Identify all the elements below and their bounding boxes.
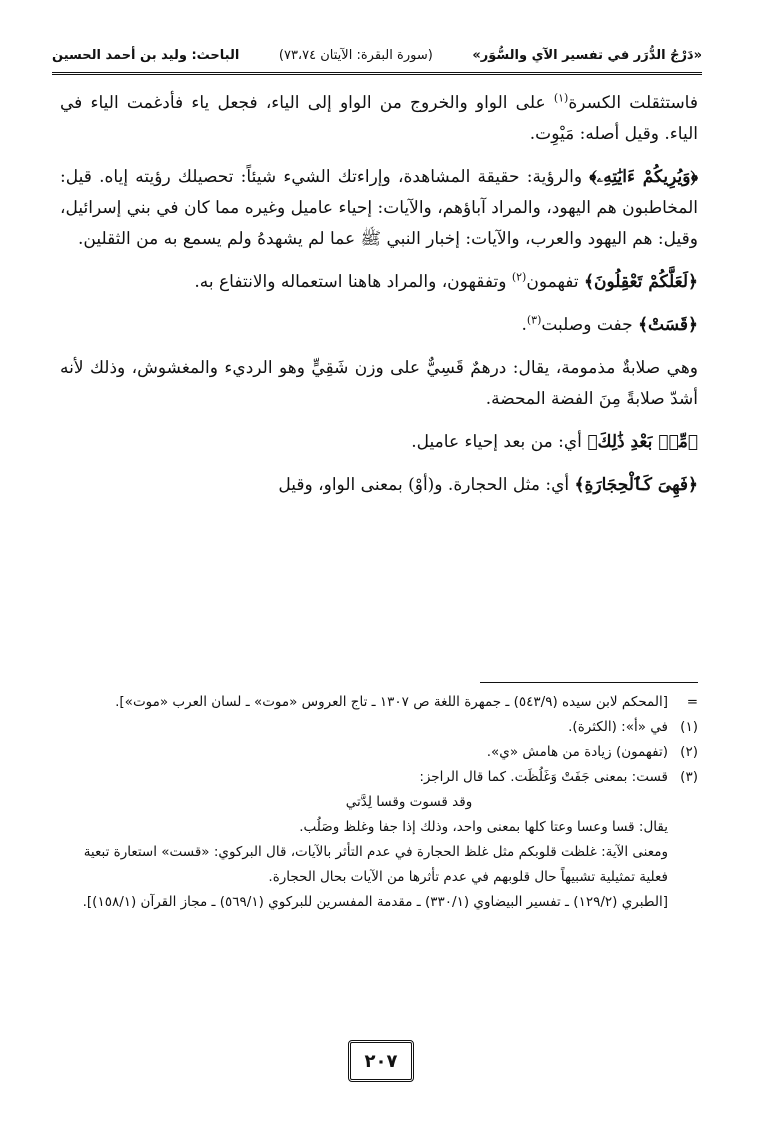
footnote-ref-1[interactable]: (١) [553, 91, 569, 105]
footnotes [60, 690, 698, 915]
paragraph-7 [60, 470, 698, 501]
footnote-cont-mark: = [686, 694, 698, 710]
quran-quote-5: ﴿فَهِىَ كَٱلْحِجَارَةِ﴾ [574, 475, 698, 495]
footnote-3-poem: وقد قسوت وقسا لِدَّتي [345, 794, 473, 810]
footnote-1 [60, 715, 698, 740]
p6-text: أي: من بعد إحياء عاميل. [411, 432, 588, 452]
footnote-2-text: (تفهمون) زيادة من هامش «ي». [486, 744, 668, 760]
footnote-ref-3[interactable]: (٣) [526, 313, 542, 327]
p7-text: أي: مثل الحجارة. و(أوْ) بمعنى الواو، وقيل [278, 475, 575, 495]
footnote-cont-text: [المحكم لابن سيده (٥٤٣/٩) ـ جمهرة اللغة ص ١٣٠٧ ـ تاج العروس «موت» ـ لسان العرب «موت»]. [115, 694, 668, 710]
header-book-title: «دَرْجُ الدُّرَر في تفسير الآي والسُّوَر» [472, 47, 702, 63]
footnote-continuation [60, 690, 698, 715]
footnote-2 [60, 740, 698, 765]
footnote-3-text: قست: بمعنى جَفَتْ وَغَلُظَت. كما قال الراجز: [419, 769, 668, 785]
footnote-ref-2[interactable]: (٢) [511, 270, 527, 284]
paragraph-5: وهي صلابةٌ مذمومة، يقال: درهمٌ قَسِيٌّ على وزن شَقِيٍّ وهو الرديء والمغشوش، وذلك لأنه أشدّ صلابةً مِنَ الفضة المحضة. [60, 358, 698, 409]
footnote-3-line-3: [الطبري (١٢٩/٢) ـ تفسير البيضاوي (٣٣٠/١) ـ مقدمة المفسرين للبركوي (٥٦٩/١) ـ مجاز القرآن (١٥٨/١)]. [82, 894, 668, 910]
p1-text-a: فاستثقلت الكسرة [568, 93, 698, 113]
paragraph-3 [60, 267, 698, 298]
footnote-1-mark: (١) [680, 719, 698, 735]
paragraph-1 [60, 88, 698, 150]
paragraph-2 [60, 162, 698, 255]
footnote-2-mark: (٢) [680, 744, 698, 760]
quran-quote-3: ﴿قَسَتْ﴾ [638, 315, 698, 335]
page-header [52, 40, 702, 70]
footnote-3-line-1: يقال: قسا وعسا وعتا كلها بمعنى واحد، وذلك إذا جفا وغلظ وصَلُب. [299, 819, 668, 835]
header-divider [52, 72, 702, 75]
p4-text-a: جفت وصلبت [541, 315, 639, 335]
quran-quote-2: ﴿لَعَلَّكُمْ تَعْقِلُونَ﴾ [584, 272, 698, 292]
header-author: الباحث: وليد بن أحمد الحسين [52, 47, 240, 63]
footnote-3 [60, 765, 698, 790]
p2-text: والرؤية: حقيقة المشاهدة، وإراءتك الشيء شيئاً: تحصيلك رؤيته إياه. قيل: المخاطبون هم اليهود، والمراد آباؤهم، والآيات: إحياء عاميل وغيره مما كان في بني إسرائيل، وقيل: هم اليهود والعرب، والآيات: إخبار النبي ﷺ عما لم يشهدهُ ولم يسمع به من الثقلين. [60, 167, 698, 249]
footnote-1-text: في «أ»: (الكثرة). [568, 719, 668, 735]
paragraph-4 [60, 310, 698, 341]
p3-text-b: وتفقهون، والمراد هاهنا استعماله والانتفاع به. [194, 272, 512, 292]
quran-quote-4: ﴿مِّنۢ بَعْدِ ذَٰلِكَ﴾ [587, 432, 698, 452]
paragraph-6 [60, 427, 698, 458]
p4-text-b: . [521, 315, 527, 335]
footnote-3-mark: (٣) [680, 769, 698, 785]
footnote-divider [480, 682, 698, 683]
quran-quote-1: ﴿وَيُرِيكُمْ ءَايَٰتِهِۦ﴾ [589, 167, 698, 187]
footnote-3-line-2: ومعنى الآية: غلظت قلوبكم مثل غلظ الحجارة في عدم التأثر بالآيات، قال البركوي: «قست» استعارة تبعية فعلية تمثيلية تشبيهاً حال قلوبهم في عدم تأثرها من الآيات بحال الحجارة. [83, 844, 668, 885]
p3-text-a: تفهمون [526, 272, 585, 292]
header-surah-ref: (سورة البقرة: الآيتان ٧٣،٧٤) [278, 47, 433, 63]
main-text [60, 88, 698, 513]
page-number: ٢٠٧ [348, 1040, 414, 1082]
p1-text-b: على الواو والخروج من الواو إلى الياء، فجعل ياء فأدغمت الياء في الياء. وقيل أصله: مَيْوِت. [60, 93, 698, 144]
